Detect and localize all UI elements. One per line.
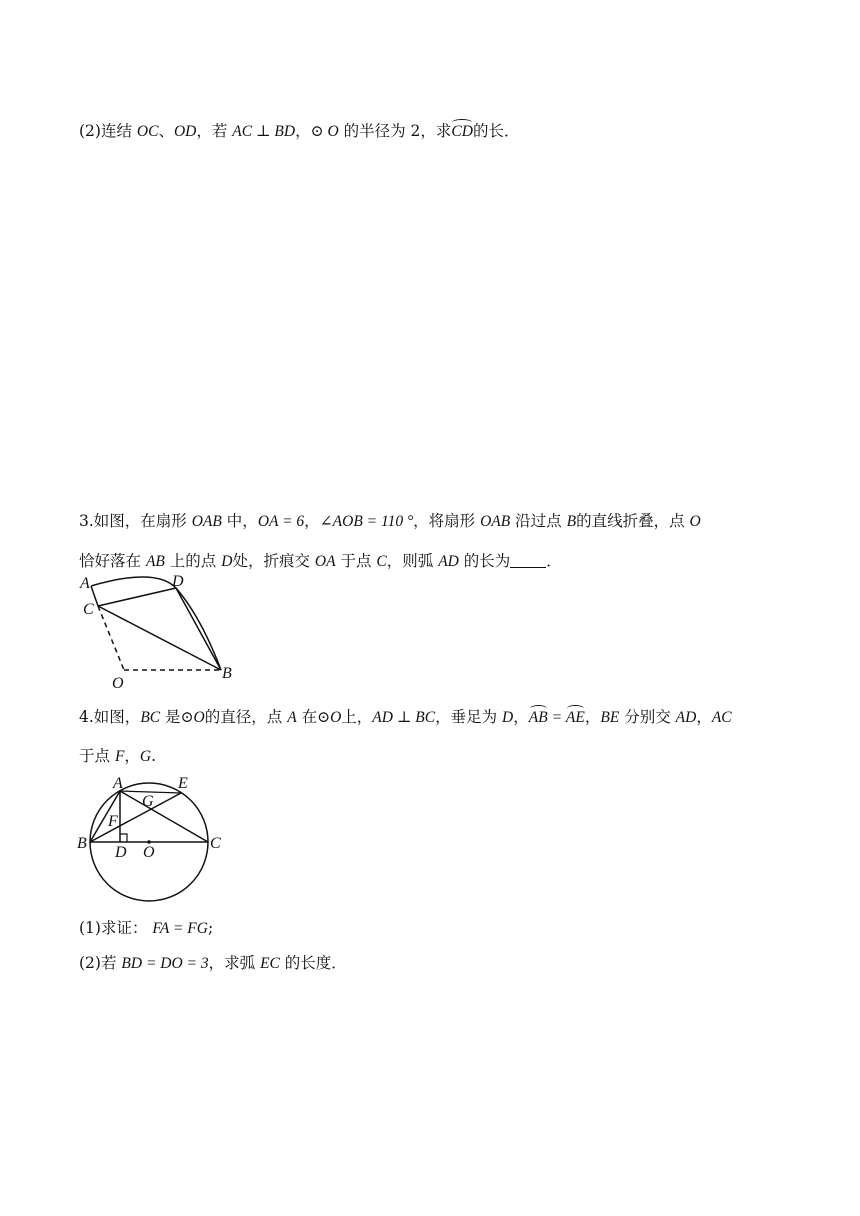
label-e: E <box>178 776 188 792</box>
text: 连结 <box>100 122 137 140</box>
math: AC <box>711 709 732 726</box>
label-o: O <box>112 675 124 692</box>
sector-arc <box>91 577 221 670</box>
text: 如图，在扇形 <box>93 512 192 530</box>
q4-line1 <box>79 705 732 727</box>
sub-number: (2) <box>79 122 101 140</box>
sub-number: (1) <box>79 919 101 937</box>
q4-sub2 <box>79 951 347 973</box>
text: 中， <box>221 512 258 530</box>
math: G <box>139 748 152 765</box>
text: 的半径为 2，求 <box>338 122 452 140</box>
label-b: B <box>222 665 232 682</box>
arc-mark <box>530 705 547 712</box>
text: 沿过点 <box>510 512 567 530</box>
arc-label: AE <box>565 709 585 726</box>
arc-mark <box>567 705 584 712</box>
label-a: A <box>113 776 123 792</box>
text: 的直线折叠，点 <box>576 512 690 530</box>
text: 如图， <box>93 708 141 726</box>
text: 的长． <box>472 122 520 140</box>
math: BD = DO = 3 <box>121 955 209 972</box>
math-circle-o: ⊙O <box>317 709 342 726</box>
text: ，垂足为 <box>435 708 503 726</box>
math: AD <box>675 709 697 726</box>
text: 的直径，点 <box>204 708 288 726</box>
question-number: 4. <box>79 708 94 726</box>
q3-line2 <box>79 549 562 571</box>
q4-figure <box>74 776 234 906</box>
sub-number: (2) <box>79 954 101 972</box>
text: 的长为 <box>458 552 511 570</box>
text: 是 <box>160 708 181 726</box>
text: ． <box>546 552 562 570</box>
text: 上的点 <box>164 552 222 570</box>
math: AB <box>145 553 165 570</box>
math-circle-o: ⊙O <box>180 709 205 726</box>
segment-cd <box>98 588 176 606</box>
text: 的长度． <box>279 954 347 972</box>
text: 于点 <box>79 747 115 765</box>
text: 上， <box>341 708 373 726</box>
text: ， <box>124 747 140 765</box>
text: 处，折痕交 <box>232 552 315 570</box>
q4-line2 <box>79 744 156 766</box>
segment-ac <box>120 791 208 842</box>
text: ， <box>513 708 529 726</box>
segment-cb <box>98 606 221 670</box>
text: ， <box>295 122 311 140</box>
label-g: G <box>142 793 154 810</box>
math: F <box>114 748 125 765</box>
math-circle-o: ⊙ O <box>310 123 339 140</box>
text: ，若 <box>196 122 233 140</box>
question-number: 3. <box>79 512 94 530</box>
math-oc: OC <box>136 123 159 140</box>
label-f: F <box>108 813 118 830</box>
text: ， <box>304 512 320 530</box>
math: FA = FG <box>152 920 208 937</box>
math: = <box>547 709 566 726</box>
dashed-co <box>98 606 124 670</box>
text: 、 <box>158 122 174 140</box>
right-angle-mark <box>120 834 127 842</box>
arc-mark <box>452 119 472 126</box>
math: OA = 6 <box>257 513 305 530</box>
math: D <box>221 553 233 570</box>
math-arc-cd <box>451 123 473 141</box>
math: A <box>287 709 297 726</box>
math: O <box>689 513 701 530</box>
label-o: O <box>143 844 155 861</box>
math: D <box>502 709 514 726</box>
math-angle: ∠AOB = 110 ° <box>319 513 414 530</box>
text: 在 <box>296 708 318 726</box>
q3-line1 <box>79 509 701 531</box>
math: B <box>566 513 577 530</box>
text: 恰好落在 <box>79 552 146 570</box>
math: C <box>376 553 387 570</box>
label-d: D <box>172 573 184 590</box>
q3-figure <box>76 572 246 692</box>
label-c: C <box>83 601 94 618</box>
label-b: B <box>77 835 87 852</box>
math: AD <box>438 553 459 570</box>
text: ， <box>584 708 601 726</box>
math: BC <box>140 709 161 726</box>
text: ; <box>207 919 214 937</box>
math: OAB <box>480 513 511 530</box>
math-arc-ae <box>566 709 585 727</box>
math: BE <box>600 709 620 726</box>
q4-sub1 <box>79 916 213 938</box>
math: OA <box>314 553 336 570</box>
q2-part2-line <box>79 119 519 141</box>
text: ，将扇形 <box>413 512 481 530</box>
math-arc-ab <box>529 709 548 727</box>
text: ，求弧 <box>208 954 261 972</box>
label-c: C <box>210 835 221 852</box>
math: EC <box>260 955 280 972</box>
text: . <box>151 747 157 765</box>
text: ， <box>696 708 712 726</box>
arc-label: AB <box>528 709 548 726</box>
text: ，则弧 <box>386 552 439 570</box>
text: 若 <box>100 954 122 972</box>
math-ac-perp-bd: AC ⊥ BD <box>232 123 296 140</box>
text: 求证： <box>100 919 153 937</box>
math-od: OD <box>173 123 197 140</box>
answer-blank <box>510 553 546 568</box>
label-a: A <box>80 575 90 592</box>
text: 于点 <box>335 552 377 570</box>
math: AD ⊥ BC <box>372 709 436 726</box>
text: 分别交 <box>619 708 676 726</box>
math: OAB <box>191 513 222 530</box>
arc-label: CD <box>451 123 473 140</box>
label-d: D <box>115 844 127 861</box>
